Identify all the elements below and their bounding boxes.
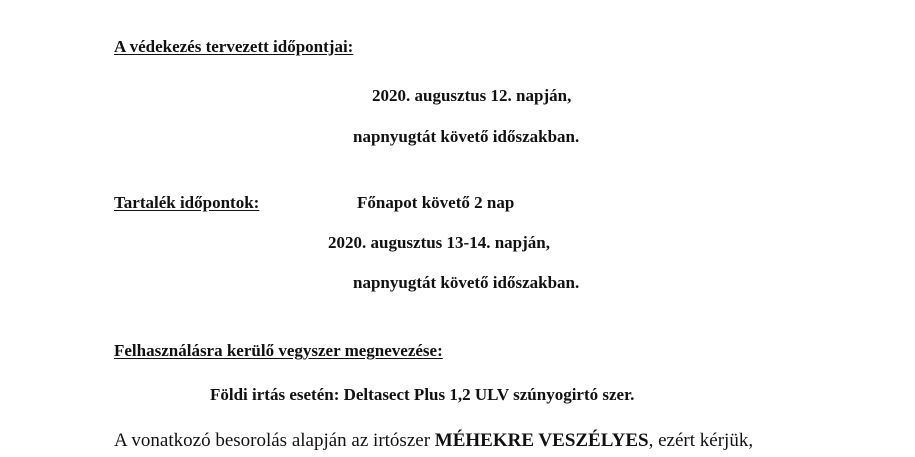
reserve-time: napnyugtát követő időszakban. — [353, 273, 580, 292]
notice-prefix: A vonatkozó besorolás alapján az irtószer — [114, 430, 435, 451]
notice-emphasis: MÉHEKRE VESZÉLYES — [434, 430, 649, 451]
schedule-time: napnyugtát követő időszakban. — [353, 127, 580, 146]
reserve-date: 2020. augusztus 13-14. napján, — [328, 233, 550, 252]
schedule-heading: A védekezés tervezett időpontjai: — [114, 37, 354, 56]
chemical-heading: Felhasználásra kerülő vegyszer megnevezése: — [114, 341, 443, 360]
reserve-label: Tartalék időpontok: — [114, 193, 260, 212]
notice-paragraph — [114, 430, 753, 452]
chemical-description: Földi irtás esetén: Deltasect Plus 1,2 ULV szúnyogirtó szer. — [210, 385, 635, 404]
reserve-note: Főnapot követő 2 nap — [357, 193, 515, 212]
schedule-date: 2020. augusztus 12. napján, — [372, 86, 572, 105]
notice-suffix: , ezért kérjük, — [648, 430, 754, 451]
